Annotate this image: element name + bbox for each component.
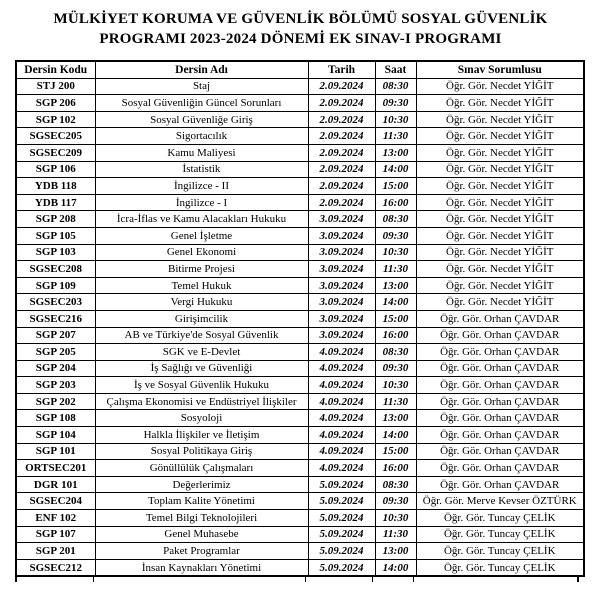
instructor-cell: Öğr. Gör. Orhan ÇAVDAR <box>416 427 584 444</box>
course-code-cell: SGP 201 <box>16 543 95 560</box>
exam-date-cell: 2.09.2024 <box>308 128 375 145</box>
table-row <box>16 443 584 460</box>
document-title <box>8 9 593 49</box>
instructor-cell: Öğr. Gör. Necdet YİĞİT <box>416 128 584 145</box>
exam-time-cell: 09:30 <box>375 95 416 112</box>
exam-date-cell: 2.09.2024 <box>308 178 375 195</box>
table-row <box>16 111 584 128</box>
course-code-cell: YDB 117 <box>16 194 95 211</box>
instructor-cell: Öğr. Gör. Necdet YİĞİT <box>416 294 584 311</box>
exam-date-cell: 2.09.2024 <box>308 161 375 178</box>
table-row <box>16 310 584 327</box>
cropped-next-row-borders <box>15 577 579 582</box>
exam-time-cell: 14:00 <box>375 559 416 576</box>
exam-time-cell: 11:30 <box>375 393 416 410</box>
course-name-cell: Sosyoloji <box>95 410 308 427</box>
course-name-cell: Genel Muhasebe <box>95 526 308 543</box>
title-line-2: PROGRAMI 2023-2024 DÖNEMİ EK SINAV-I PROGRAMI <box>99 31 502 47</box>
course-name-cell: Bitirme Projesi <box>95 261 308 278</box>
table-row <box>16 377 584 394</box>
instructor-cell: Öğr. Gör. Merve Kevser ÖZTÜRK <box>416 493 584 510</box>
table-row <box>16 327 584 344</box>
course-name-cell: Toplam Kalite Yönetimi <box>95 493 308 510</box>
course-code-cell: SGP 104 <box>16 427 95 444</box>
exam-date-cell: 4.09.2024 <box>308 460 375 477</box>
exam-time-cell: 13:00 <box>375 277 416 294</box>
table-row <box>16 493 584 510</box>
title-line-1: MÜLKİYET KORUMA VE GÜVENLİK BÖLÜMÜ SOSYAL GÜVENLİK <box>53 11 548 27</box>
exam-time-cell: 11:30 <box>375 261 416 278</box>
course-code-cell: DGR 101 <box>16 476 95 493</box>
exam-schedule-table <box>15 60 585 577</box>
exam-time-cell: 13:00 <box>375 144 416 161</box>
exam-time-cell: 15:00 <box>375 178 416 195</box>
column-header-tarih: Tarih <box>308 61 375 78</box>
instructor-cell: Öğr. Gör. Necdet YİĞİT <box>416 211 584 228</box>
table-row <box>16 543 584 560</box>
course-name-cell: Kamu Maliyesi <box>95 144 308 161</box>
course-name-cell: AB ve Türkiye'de Sosyal Güvenlik <box>95 327 308 344</box>
exam-time-cell: 08:30 <box>375 344 416 361</box>
exam-date-cell: 3.09.2024 <box>308 244 375 261</box>
course-name-cell: İş ve Sosyal Güvenlik Hukuku <box>95 377 308 394</box>
table-row <box>16 510 584 527</box>
exam-time-cell: 15:00 <box>375 310 416 327</box>
course-code-cell: SGP 205 <box>16 344 95 361</box>
instructor-cell: Öğr. Gör. Necdet YİĞİT <box>416 227 584 244</box>
column-header-saat: Saat <box>375 61 416 78</box>
exam-time-cell: 09:30 <box>375 493 416 510</box>
instructor-cell: Öğr. Gör. Orhan ÇAVDAR <box>416 377 584 394</box>
column-header-dersin-kodu: Dersin Kodu <box>16 61 95 78</box>
instructor-cell: Öğr. Gör. Orhan ÇAVDAR <box>416 460 584 477</box>
exam-time-cell: 14:00 <box>375 161 416 178</box>
exam-time-cell: 09:30 <box>375 227 416 244</box>
exam-date-cell: 5.09.2024 <box>308 493 375 510</box>
column-header-dersin-adi: Dersin Adı <box>95 61 308 78</box>
exam-time-cell: 10:30 <box>375 111 416 128</box>
table-row <box>16 244 584 261</box>
course-name-cell: Vergi Hukuku <box>95 294 308 311</box>
table-row <box>16 144 584 161</box>
exam-date-cell: 2.09.2024 <box>308 78 375 95</box>
exam-time-cell: 10:30 <box>375 377 416 394</box>
course-name-cell: İcra-İflas ve Kamu Alacakları Hukuku <box>95 211 308 228</box>
course-name-cell: Temel Hukuk <box>95 277 308 294</box>
table-row <box>16 460 584 477</box>
exam-time-cell: 13:00 <box>375 543 416 560</box>
table-header-row <box>16 61 584 78</box>
table-row <box>16 194 584 211</box>
exam-date-cell: 3.09.2024 <box>308 327 375 344</box>
instructor-cell: Öğr. Gör. Necdet YİĞİT <box>416 144 584 161</box>
course-name-cell: İnsan Kaynakları Yönetimi <box>95 559 308 576</box>
course-name-cell: Sosyal Politikaya Giriş <box>95 443 308 460</box>
table-row <box>16 526 584 543</box>
course-code-cell: SGSEC203 <box>16 294 95 311</box>
instructor-cell: Öğr. Gör. Tuncay ÇELİK <box>416 543 584 560</box>
table-row <box>16 95 584 112</box>
table-row <box>16 211 584 228</box>
instructor-cell: Öğr. Gör. Necdet YİĞİT <box>416 178 584 195</box>
instructor-cell: Öğr. Gör. Necdet YİĞİT <box>416 261 584 278</box>
course-code-cell: SGSEC208 <box>16 261 95 278</box>
course-code-cell: SGSEC209 <box>16 144 95 161</box>
course-code-cell: SGSEC212 <box>16 559 95 576</box>
exam-time-cell: 16:00 <box>375 460 416 477</box>
course-code-cell: SGSEC216 <box>16 310 95 327</box>
course-name-cell: Değerlerimiz <box>95 476 308 493</box>
course-name-cell: İngilizce - I <box>95 194 308 211</box>
instructor-cell: Öğr. Gör. Orhan ÇAVDAR <box>416 393 584 410</box>
table-row <box>16 261 584 278</box>
course-name-cell: Çalışma Ekonomisi ve Endüstriyel İlişkiler <box>95 393 308 410</box>
exam-date-cell: 4.09.2024 <box>308 410 375 427</box>
course-name-cell: Temel Bilgi Teknolojileri <box>95 510 308 527</box>
table-row <box>16 227 584 244</box>
course-code-cell: STJ 200 <box>16 78 95 95</box>
exam-time-cell: 16:00 <box>375 327 416 344</box>
course-code-cell: ENF 102 <box>16 510 95 527</box>
course-name-cell: İş Sağlığı ve Güvenliği <box>95 360 308 377</box>
course-name-cell: Girişimcilik <box>95 310 308 327</box>
exam-date-cell: 5.09.2024 <box>308 543 375 560</box>
exam-date-cell: 4.09.2024 <box>308 360 375 377</box>
exam-time-cell: 15:00 <box>375 443 416 460</box>
table-row <box>16 360 584 377</box>
course-code-cell: SGP 102 <box>16 111 95 128</box>
course-name-cell: Genel Ekonomi <box>95 244 308 261</box>
exam-date-cell: 2.09.2024 <box>308 111 375 128</box>
course-name-cell: Sigortacılık <box>95 128 308 145</box>
instructor-cell: Öğr. Gör. Orhan ÇAVDAR <box>416 360 584 377</box>
instructor-cell: Öğr. Gör. Necdet YİĞİT <box>416 244 584 261</box>
exam-time-cell: 08:30 <box>375 476 416 493</box>
table-row <box>16 161 584 178</box>
course-code-cell: SGP 105 <box>16 227 95 244</box>
exam-date-cell: 2.09.2024 <box>308 144 375 161</box>
document-page <box>0 9 601 595</box>
exam-date-cell: 5.09.2024 <box>308 476 375 493</box>
exam-time-cell: 11:30 <box>375 526 416 543</box>
exam-time-cell: 11:30 <box>375 128 416 145</box>
course-name-cell: Gönüllülük Çalışmaları <box>95 460 308 477</box>
column-header-sinav-sorumlusu: Sınav Sorumlusu <box>416 61 584 78</box>
table-row <box>16 78 584 95</box>
exam-time-cell: 16:00 <box>375 194 416 211</box>
table-row <box>16 410 584 427</box>
table-row <box>16 427 584 444</box>
course-code-cell: SGSEC204 <box>16 493 95 510</box>
course-code-cell: YDB 118 <box>16 178 95 195</box>
exam-time-cell: 10:30 <box>375 510 416 527</box>
instructor-cell: Öğr. Gör. Tuncay ÇELİK <box>416 526 584 543</box>
instructor-cell: Öğr. Gör. Orhan ÇAVDAR <box>416 327 584 344</box>
table-row <box>16 178 584 195</box>
course-name-cell: İstatistik <box>95 161 308 178</box>
table-row <box>16 344 584 361</box>
instructor-cell: Öğr. Gör. Orhan ÇAVDAR <box>416 344 584 361</box>
course-code-cell: SGP 203 <box>16 377 95 394</box>
instructor-cell: Öğr. Gör. Orhan ÇAVDAR <box>416 310 584 327</box>
exam-date-cell: 3.09.2024 <box>308 310 375 327</box>
instructor-cell: Öğr. Gör. Necdet YİĞİT <box>416 194 584 211</box>
instructor-cell: Öğr. Gör. Orhan ÇAVDAR <box>416 443 584 460</box>
course-code-cell: SGP 208 <box>16 211 95 228</box>
exam-date-cell: 4.09.2024 <box>308 443 375 460</box>
exam-time-cell: 09:30 <box>375 360 416 377</box>
exam-date-cell: 4.09.2024 <box>308 393 375 410</box>
exam-date-cell: 4.09.2024 <box>308 427 375 444</box>
exam-time-cell: 14:00 <box>375 294 416 311</box>
course-code-cell: SGP 204 <box>16 360 95 377</box>
table-row <box>16 294 584 311</box>
exam-date-cell: 5.09.2024 <box>308 526 375 543</box>
course-name-cell: Staj <box>95 78 308 95</box>
exam-date-cell: 2.09.2024 <box>308 95 375 112</box>
table-row <box>16 559 584 576</box>
course-name-cell: Sosyal Güvenliğe Giriş <box>95 111 308 128</box>
table-row <box>16 128 584 145</box>
course-code-cell: SGP 207 <box>16 327 95 344</box>
course-name-cell: Genel İşletme <box>95 227 308 244</box>
course-name-cell: Halkla İlişkiler ve İletişim <box>95 427 308 444</box>
instructor-cell: Öğr. Gör. Orhan ÇAVDAR <box>416 410 584 427</box>
table-row <box>16 393 584 410</box>
exam-time-cell: 10:30 <box>375 244 416 261</box>
course-name-cell: Sosyal Güvenliğin Güncel Sorunları <box>95 95 308 112</box>
instructor-cell: Öğr. Gör. Tuncay ÇELİK <box>416 510 584 527</box>
instructor-cell: Öğr. Gör. Necdet YİĞİT <box>416 277 584 294</box>
course-name-cell: Paket Programlar <box>95 543 308 560</box>
exam-date-cell: 4.09.2024 <box>308 344 375 361</box>
instructor-cell: Öğr. Gör. Necdet YİĞİT <box>416 111 584 128</box>
course-code-cell: SGSEC205 <box>16 128 95 145</box>
instructor-cell: Öğr. Gör. Necdet YİĞİT <box>416 161 584 178</box>
exam-time-cell: 08:30 <box>375 78 416 95</box>
course-code-cell: SGP 107 <box>16 526 95 543</box>
course-code-cell: SGP 109 <box>16 277 95 294</box>
exam-date-cell: 3.09.2024 <box>308 277 375 294</box>
exam-time-cell: 13:00 <box>375 410 416 427</box>
exam-date-cell: 5.09.2024 <box>308 559 375 576</box>
exam-time-cell: 14:00 <box>375 427 416 444</box>
course-code-cell: SGP 103 <box>16 244 95 261</box>
course-code-cell: SGP 101 <box>16 443 95 460</box>
course-code-cell: ORTSEC201 <box>16 460 95 477</box>
exam-date-cell: 4.09.2024 <box>308 377 375 394</box>
exam-date-cell: 3.09.2024 <box>308 211 375 228</box>
exam-time-cell: 08:30 <box>375 211 416 228</box>
exam-date-cell: 2.09.2024 <box>308 194 375 211</box>
course-code-cell: SGP 206 <box>16 95 95 112</box>
table-row <box>16 277 584 294</box>
course-name-cell: SGK ve E-Devlet <box>95 344 308 361</box>
course-code-cell: SGP 106 <box>16 161 95 178</box>
course-code-cell: SGP 202 <box>16 393 95 410</box>
table-row <box>16 476 584 493</box>
instructor-cell: Öğr. Gör. Necdet YİĞİT <box>416 95 584 112</box>
course-name-cell: İngilizce - II <box>95 178 308 195</box>
instructor-cell: Öğr. Gör. Orhan ÇAVDAR <box>416 476 584 493</box>
instructor-cell: Öğr. Gör. Tuncay ÇELİK <box>416 559 584 576</box>
exam-date-cell: 5.09.2024 <box>308 510 375 527</box>
exam-date-cell: 3.09.2024 <box>308 227 375 244</box>
course-code-cell: SGP 108 <box>16 410 95 427</box>
exam-date-cell: 3.09.2024 <box>308 261 375 278</box>
exam-date-cell: 3.09.2024 <box>308 294 375 311</box>
instructor-cell: Öğr. Gör. Necdet YİĞİT <box>416 78 584 95</box>
